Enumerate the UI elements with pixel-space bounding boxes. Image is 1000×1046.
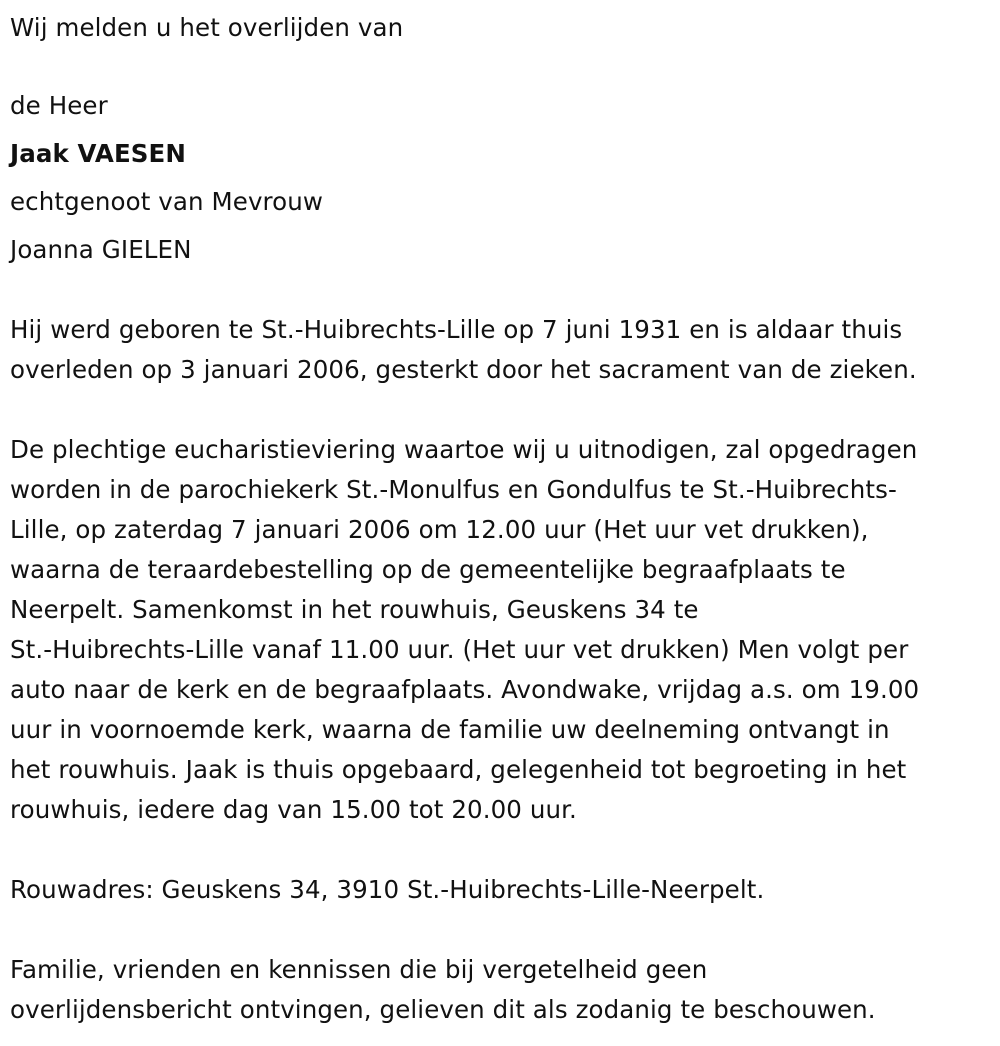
birth-death-paragraph xyxy=(10,310,995,390)
deceased-name: Jaak VAESEN xyxy=(10,139,186,168)
paragraph-line: auto naar de kerk en de begraafplaats. Avondwake, vrijdag a.s. om 19.00 xyxy=(10,675,920,704)
paragraph-line: uur in voornoemde kerk, waarna de familie uw deelneming ontvangt in xyxy=(10,715,890,744)
ceremony-paragraph xyxy=(10,430,995,830)
paragraph-line: worden in de parochiekerk St.-Monulfus en Gondulfus te St.-Huibrechts- xyxy=(10,475,897,504)
closing-paragraph xyxy=(10,950,995,1030)
paragraph-line: Neerpelt. Samenkomst in het rouwhuis, Geuskens 34 te xyxy=(10,595,699,624)
paragraph-line: waarna de teraardebestelling op de gemeentelijke begraafplaats te xyxy=(10,555,846,584)
paragraph-line: St.-Huibrechts-Lille vanaf 11.00 uur. (Het uur vet drukken) Men volgt per xyxy=(10,635,909,664)
spouse-name: Joanna GIELEN xyxy=(10,235,192,264)
paragraph-line: De plechtige eucharistieviering waartoe wij u uitnodigen, zal opgedragen xyxy=(10,435,918,464)
paragraph-line: Rouwadres: Geuskens 34, 3910 St.-Huibrechts-Lille-Neerpelt. xyxy=(10,875,765,904)
paragraph-line: overleden op 3 januari 2006, gesterkt door het sacrament van de zieken. xyxy=(10,355,917,384)
paragraph-line: Lille, op zaterdag 7 januari 2006 om 12.00 uur (Het uur vet drukken), xyxy=(10,515,869,544)
honorific-title: de Heer xyxy=(10,91,108,120)
address-paragraph xyxy=(10,870,995,910)
paragraph-line: het rouwhuis. Jaak is thuis opgebaard, gelegenheid tot begroeting in het xyxy=(10,755,907,784)
intro-text: Wij melden u het overlijden van xyxy=(10,13,404,42)
paragraph-line: overlijdensbericht ontvingen, gelieven dit als zodanig te beschouwen. xyxy=(10,995,876,1024)
paragraph-line: Hij werd geboren te St.-Huibrechts-Lille op 7 juni 1931 en is aldaar thuis xyxy=(10,315,903,344)
spouse-label: echtgenoot van Mevrouw xyxy=(10,187,324,216)
paragraph-line: rouwhuis, iedere dag van 15.00 tot 20.00 uur. xyxy=(10,795,577,824)
paragraph-line: Familie, vrienden en kennissen die bij vergetelheid geen xyxy=(10,955,708,984)
